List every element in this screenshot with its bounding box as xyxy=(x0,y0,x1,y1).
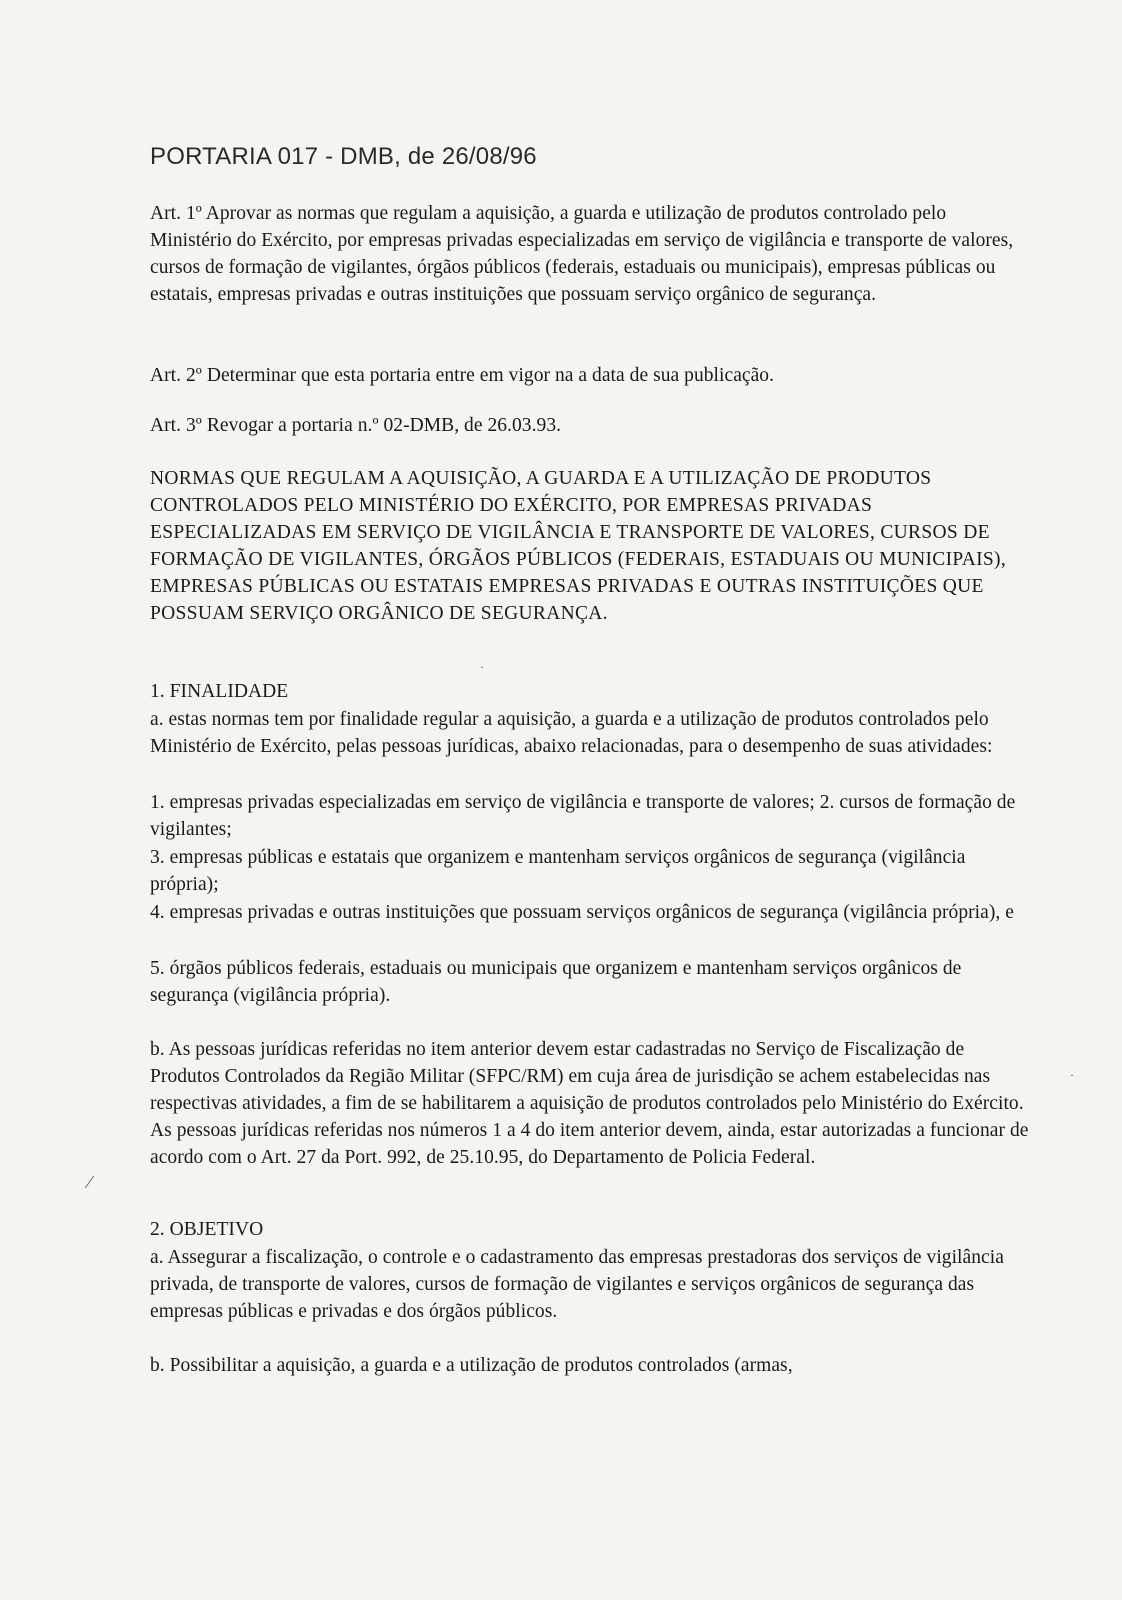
section-1-item-a: a. estas normas tem por finalidade regular a aquisição, a guarda e a utilização de produtos controlados pelo Ministério de Exército, pelas pessoas jurídicas, abaixo relacionadas, para o desempenho de suas atividades: xyxy=(150,709,993,757)
article-2: Art. 2º Determinar que esta portaria entre em vigor na a data de sua publicação. xyxy=(150,365,775,386)
list-item: 5. órgãos públicos federais, estaduais ou municipais que organizem e mantenham serviços orgânicos de segurança (vigilância própria). xyxy=(150,958,962,1006)
list-item: 4. empresas privadas e outras instituições que possuam serviços orgânicos de segurança (vigilância própria), e xyxy=(150,902,1014,923)
list-item: 1. empresas privadas especializadas em serviço de vigilância e transporte de valores; 2. cursos de formação de vigilantes; xyxy=(150,792,1016,840)
article-3: Art. 3º Revogar a portaria n.º 02-DMB, de 26.03.93. xyxy=(150,415,562,436)
list-item: 3. empresas públicas e estatais que organizem e mantenham serviços orgânicos de segurança (vigilância própria); xyxy=(150,847,966,895)
scan-speck: · xyxy=(1070,1068,1074,1082)
page-title: PORTARIA 017 - DMB, de 26/08/96 xyxy=(150,143,537,170)
section-2-heading: 2. OBJETIVO xyxy=(150,1219,264,1240)
section-1-item-b: b. As pessoas jurídicas referidas no item anterior devem estar cadastradas no Serviço de Fiscalização de Produtos Controlados da Região Militar (SFPC/RM) em cuja área de jurisdição se achem estabelecidas nas respectivas atividades, a fim de se habilitarem a aquisição de produtos controlados pelo Ministério do Exército. As pessoas jurídicas referidas nos números 1 a 4 do item anterior devem, ainda, estar autorizadas a funcionar de acordo com o Art. 27 da Port. 992, de 25.10.95, do Departamento de Policia Federal. xyxy=(150,1039,1029,1168)
scan-speck: ⁄ xyxy=(88,1172,92,1192)
article-1: Art. 1º Aprovar as normas que regulam a aquisição, a guarda e utilização de produtos controlado pelo Ministério do Exército, por empresas privadas especializadas em serviço de vigilância e transporte de valores, cursos de formação de vigilantes, órgãos públicos (federais, estaduais ou municipais), empresas públicas ou estatais, empresas privadas e outras instituições que possuam serviço orgânico de segurança. xyxy=(150,203,1014,305)
section-2-item-a: a. Assegurar a fiscalização, o controle e o cadastramento das empresas prestadoras dos serviços de vigilância privada, de transporte de valores, cursos de formação de vigilantes e serviços orgânicos de segurança das empresas públicas e privadas e dos órgãos públicos. xyxy=(150,1247,1004,1322)
section-1-heading: 1. FINALIDADE xyxy=(150,681,289,702)
section-2-item-b: b. Possibilitar a aquisição, a guarda e a utilização de produtos controlados (armas, xyxy=(150,1355,793,1376)
normas-heading: NORMAS QUE REGULAM A AQUISIÇÃO, A GUARDA E A UTILIZAÇÃO DE PRODUTOS CONTROLADOS PELO MINISTÉRIO DO EXÉRCITO, POR EMPRESAS PRIVADAS ESPECIALIZADAS EM SERVIÇO DE VIGILÂNCIA E TRANSPORTE DE VALORES, CURSOS DE FORMAÇÃO DE VIGILANTES, ÓRGÃOS PÚBLICOS (FEDERAIS, ESTADUAIS OU MUNICIPAIS), EMPRESAS PÚBLICAS OU ESTATAIS EMPRESAS PRIVADAS E OUTRAS INSTITUIÇÕES QUE POSSUAM SERVIÇO ORGÂNICO DE SEGURANÇA. xyxy=(150,468,1007,624)
scan-speck: · xyxy=(480,660,484,674)
